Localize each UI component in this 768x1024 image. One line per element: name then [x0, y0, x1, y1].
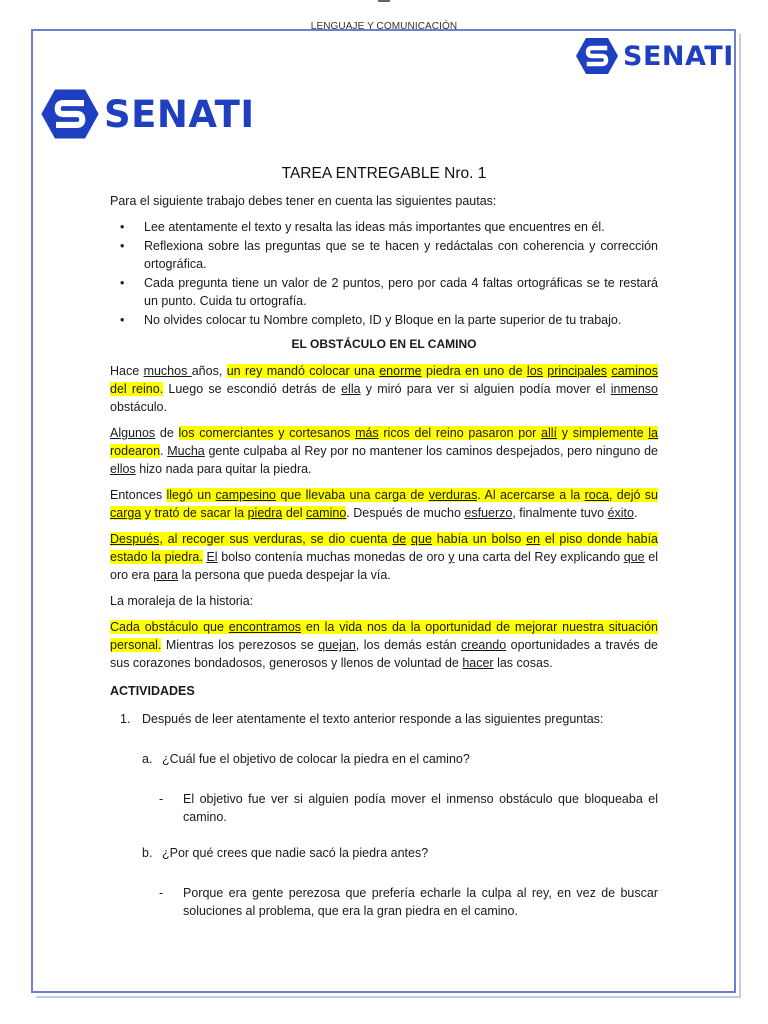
page-title: TAREA ENTREGABLE Nro. 1	[281, 165, 487, 182]
text-run: y	[448, 550, 455, 564]
text-run: Algunos	[110, 426, 156, 440]
text-run: hacer	[462, 656, 494, 670]
highlighted-text: y trató de sacar la	[141, 506, 248, 520]
text-run: para	[153, 568, 179, 582]
text-run: años,	[191, 364, 227, 378]
text-run: muchos	[143, 364, 192, 378]
list-item: • Reflexiona sobre las preguntas que se te hacen y redáctalas con coherencia y corrección ortográfica.	[120, 239, 658, 271]
text-run: ella	[341, 382, 361, 396]
story-paragraph-2	[110, 424, 658, 478]
highlighted-text: que llevaba una carga de	[275, 488, 429, 502]
text-run: de	[155, 426, 179, 440]
text-run: quejan	[318, 638, 356, 652]
highlighted-text: camino	[305, 506, 347, 520]
text-run: una carta del Rey explicando	[454, 550, 624, 564]
highlighted-text: más	[355, 426, 379, 440]
highlighted-text: , dejó su	[608, 488, 658, 502]
senati-emblem-icon	[575, 37, 619, 75]
brand-name: SENATI	[623, 40, 734, 72]
guidelines-list	[110, 218, 658, 329]
highlighted-text: ricos del reino pasaron por	[378, 426, 542, 440]
moral-label	[110, 592, 658, 610]
answer-a: - El objetivo fue ver si alguien podía mover el inmenso obstáculo que bloqueaba el camino.	[159, 792, 658, 824]
highlighted-text: verduras	[428, 488, 478, 502]
list-item: • Lee atentamente el texto y resalta las ideas más importantes que encuentres en él.	[120, 220, 605, 234]
highlighted-text: los	[526, 364, 543, 378]
story-paragraph-3	[110, 486, 658, 522]
highlighted-text: un rey mandó colocar una	[226, 364, 380, 378]
text-run: , finalmente tuvo	[512, 506, 608, 520]
text-run: esfuerzo	[464, 506, 513, 520]
activities-heading: ACTIVIDADES	[110, 684, 195, 698]
text-run: La moraleja de la historia:	[110, 594, 254, 608]
text-run: la persona que pueda despejar la vía.	[178, 568, 391, 582]
text-run: éxito	[607, 506, 634, 520]
list-item: • No olvides colocar tu Nombre completo, ID y Bloque en la parte superior de tu trabajo.	[120, 313, 622, 327]
story-paragraph-4	[110, 530, 658, 584]
senati-logo-large	[40, 88, 255, 140]
text-run: Mucha	[167, 444, 205, 458]
highlighted-text: allí	[541, 426, 558, 440]
list-item: • Cada pregunta tiene un valor de 2 puntos, pero por cada 4 faltas ortográficas se te restará un punto. Cuida tu ortografía.	[120, 276, 658, 308]
text-run: inmenso	[610, 382, 658, 396]
highlighted-text: los comerciantes y cortesanos	[178, 426, 356, 440]
highlighted-text: roca	[584, 488, 609, 502]
document-body	[110, 165, 658, 938]
highlighted-text: en	[526, 532, 541, 546]
senati-emblem-icon	[40, 88, 100, 140]
text-run: . Después de mucho	[346, 506, 465, 520]
highlighted-text: la	[648, 426, 658, 440]
highlighted-text: enorme	[379, 364, 422, 378]
highlighted-text: piedra	[247, 506, 283, 520]
highlighted-text: el piso donde había estado la piedra.	[110, 532, 659, 564]
highlighted-text: Después	[110, 532, 160, 546]
highlighted-text: piedra en uno de	[421, 364, 527, 378]
highlighted-text: llegó un	[166, 488, 216, 502]
text-run: Entonces	[110, 488, 167, 502]
text-run: obstáculo.	[110, 400, 167, 414]
moral-paragraph	[110, 618, 658, 672]
top-dash	[378, 0, 390, 2]
activity-item-1: 1. Después de leer atentamente el texto anterior responde a las siguientes preguntas:	[120, 712, 604, 726]
text-run: el oro era	[110, 550, 658, 582]
answer-b: - Porque era gente perezosa que prefería echarle la culpa al rey, en vez de buscar soluciones al problema, que era la gran piedra en el camino.	[159, 886, 658, 918]
highlighted-text: en la vida nos da la oportunidad de mejorar nuestra situación personal.	[110, 620, 658, 652]
highlighted-text: de	[392, 532, 407, 546]
highlighted-text: rodearon	[110, 444, 161, 458]
story-paragraph-1	[110, 362, 658, 416]
text-run: que	[623, 550, 645, 564]
course-header: LENGUAJE Y COMUNICACIÓN	[310, 21, 458, 32]
text-run: creando	[461, 638, 507, 652]
text-run: gente culpaba al Rey por no mantener los caminos despejados, pero ninguno de	[204, 444, 658, 458]
brand-name: SENATI	[104, 92, 255, 136]
highlighted-text: del	[282, 506, 306, 520]
highlighted-text: caminos	[611, 364, 658, 378]
text-run: oportunidades a través de sus corazones bondadosos, generosos y llenos de voluntad de	[110, 638, 658, 670]
text-run: bolso contenía muchas monedas de oro	[217, 550, 449, 564]
question-a: a. ¿Cuál fue el objetivo de colocar la piedra en el camino?	[142, 752, 470, 766]
text-run: , los demás están	[355, 638, 462, 652]
highlighted-text: y simplemente	[557, 426, 649, 440]
highlighted-text: encontramos	[228, 620, 302, 634]
highlighted-text: del reino.	[110, 382, 164, 396]
text-run: .	[633, 506, 638, 520]
text-run: las cosas.	[493, 656, 553, 670]
text-run: y miró para ver si alguien podía mover el	[360, 382, 611, 396]
text-run: Mientras los perezosos se	[161, 638, 319, 652]
highlighted-text: Cada obstáculo que	[110, 620, 229, 634]
highlighted-text: principales	[547, 364, 608, 378]
text-run: .	[160, 444, 168, 458]
highlighted-text: había un bolso	[431, 532, 527, 546]
text-run: Luego se escondió detrás de	[163, 382, 342, 396]
text-run: Hace	[110, 364, 144, 378]
highlighted-text: carga	[110, 506, 142, 520]
senati-logo-small	[575, 37, 734, 75]
text-run: ellos	[110, 462, 136, 476]
intro-text: Para el siguiente trabajo debes tener en cuenta las siguientes pautas:	[110, 194, 497, 208]
text-run: hizo nada para quitar la piedra.	[135, 462, 312, 476]
highlighted-text: campesino	[215, 488, 276, 502]
story-title: EL OBSTÁCULO EN EL CAMINO	[291, 337, 477, 351]
highlighted-text: . Al acercarse a la	[477, 488, 585, 502]
question-b: b. ¿Por qué crees que nadie sacó la piedra antes?	[142, 846, 429, 860]
highlighted-text: que	[411, 532, 432, 546]
highlighted-text: , al recoger sus verduras, se dio cuenta	[159, 532, 393, 546]
text-run: El	[206, 550, 218, 564]
